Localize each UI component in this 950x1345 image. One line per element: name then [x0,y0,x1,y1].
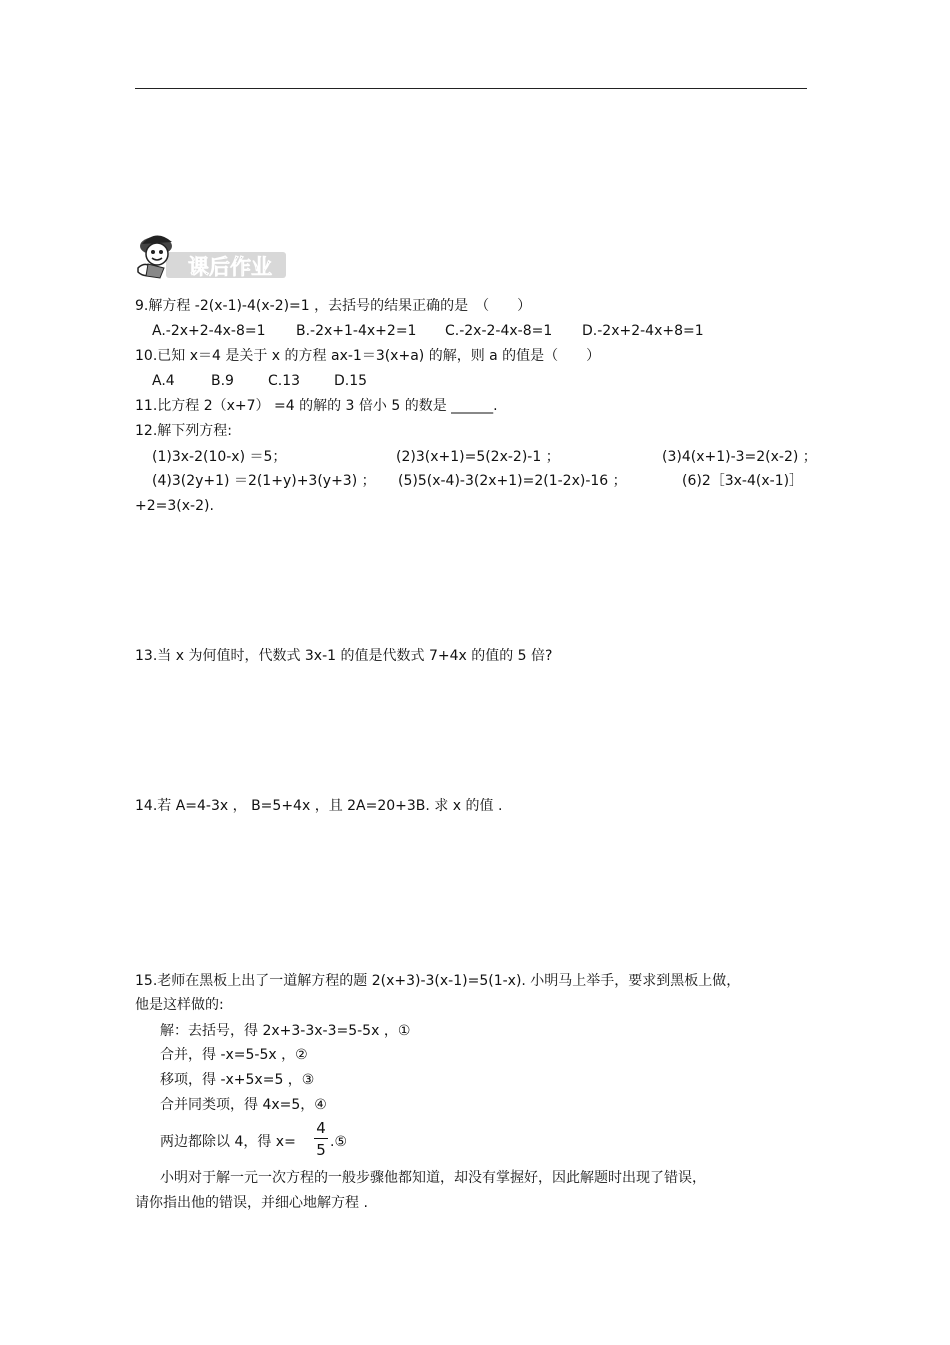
q12-equation-1: (1)3x-2(10-x) ＝5； [152,449,287,465]
q15-fraction-denominator: 5 [316,1141,326,1159]
svg-text:课后作业: 课后作业 [188,255,272,279]
q11-stem: 11.比方程 2（x+7） =4 的解的 3 倍小 5 的数是 ______. [135,398,498,414]
q12-equation-6: (6)2［3x-4(x-1)］ [682,473,804,489]
q9-option-b: B.-2x+1-4x+2=1 [296,323,417,339]
q15-step-3: 移项，得 -x+5x=5 ，③ [160,1072,315,1088]
q15-comment-line2: 请你指出他的错误，并细心地解方程 . [135,1195,368,1211]
q12-equation-4: (4)3(2y+1) ＝2(1+y)+3(y+3) ； [152,473,376,489]
q15-step-4: 合并同类项，得 4x=5，④ [160,1097,327,1113]
q15-step-5-suffix: .⑤ [330,1134,348,1150]
q13-stem: 13.当 x 为何值时，代数式 3x-1 的值是代数式 7+4x 的值的 5 倍? [135,648,553,664]
q9-option-d: D.-2x+2-4x+8=1 [582,323,704,339]
q10-option-a: A.4 [152,373,175,389]
q12-equation-2: (2)3(x+1)=5(2x-2)-1 ； [396,449,560,465]
header-rule [135,88,807,89]
q9-option-a: A.-2x+2-4x-8=1 [152,323,266,339]
q15-fraction-numerator: 4 [316,1119,326,1137]
q15-comment-line1: 小明对于解一元一次方程的一般步骤他都知道，却没有掌握好，因此解题时出现了错误， [160,1170,706,1186]
q14-stem: 14.若 A=4-3x ， B=5+4x ，且 2A=20+3B. 求 x 的值 . [135,798,503,814]
q12-equation-3: (3)4(x+1)-3=2(x-2) ； [662,449,817,465]
homework-logo [130,228,290,280]
q12-equation-5: (5)5(x-4)-3(2x+1)=2(1-2x)-16 ； [398,473,627,489]
q12-stem: 12.解下列方程: [135,423,232,439]
q15-step-1: 解：去括号，得 2x+3-3x-3=5-5x ，① [160,1023,411,1039]
q10-option-b: B.9 [211,373,234,389]
q15-step-5-prefix: 两边都除以 4，得 x= [160,1134,296,1150]
q15-stem-line2: 他是这样做的: [135,997,224,1013]
q15-fraction-bar [314,1138,328,1139]
q9-stem: 9.解方程 -2(x-1)-4(x-2)=1 ，去括号的结果正确的是 （ ） [135,298,532,314]
q12-equation-6-cont: +2=3(x-2). [135,498,214,514]
q10-option-d: D.15 [334,373,368,389]
q15-stem-line1: 15.老师在黑板上出了一道解方程的题 2(x+3)-3(x-1)=5(1-x). 小明马上举手，要求到黑板上做， [135,973,741,989]
q15-step-2: 合并，得 -x=5-5x ，② [160,1047,308,1063]
q9-option-c: C.-2x-2-4x-8=1 [445,323,553,339]
q10-stem: 10.已知 x＝4 是关于 x 的方程 ax-1＝3(x+a) 的解，则 a 的值是（ ） [135,348,601,364]
q10-option-c: C.13 [268,373,301,389]
